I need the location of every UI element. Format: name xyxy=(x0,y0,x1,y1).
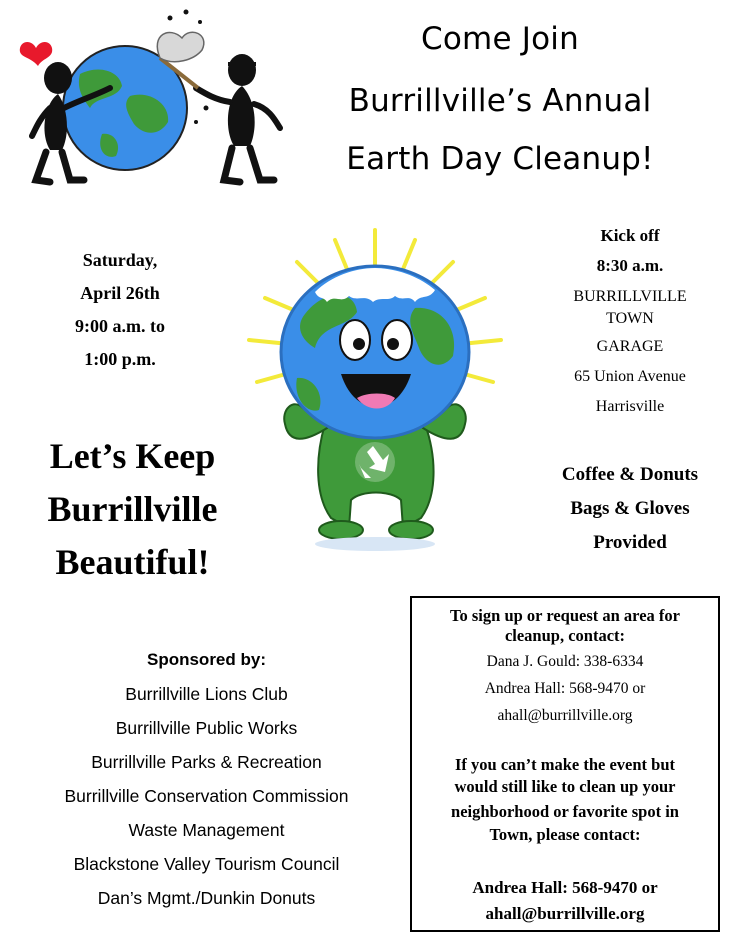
title-line-1: Come Join xyxy=(421,21,579,57)
sponsor-item: Burrillville Parks & Recreation xyxy=(91,752,322,772)
kickoff-block xyxy=(525,222,735,422)
signup-line-2: cleanup, contact: xyxy=(504,626,626,645)
title-block xyxy=(300,18,700,188)
contact-andrea-final: Andrea Hall: 568-9470 or xyxy=(472,878,658,897)
kickoff-place-line-3: GARAGE xyxy=(596,338,664,355)
cant-line-2: would still like to clean up your xyxy=(454,777,676,796)
contact-dana: Dana J. Gould: 338-6334 xyxy=(486,653,644,670)
kickoff-label: Kick off xyxy=(600,226,660,245)
earth-cleaning-clipart xyxy=(10,4,310,194)
contact-andrea: Andrea Hall: 568-9470 or xyxy=(484,680,646,697)
recycle-icon xyxy=(355,442,395,482)
kickoff-town: Harrisville xyxy=(595,398,665,415)
sponsor-item: Burrillville Lions Club xyxy=(125,684,288,704)
event-time-end: 1:00 p.m. xyxy=(84,349,156,369)
earth-mascot-clipart xyxy=(245,228,505,558)
kickoff-place-line-1: BURRILLVILLE xyxy=(573,288,687,305)
sponsor-item: Dan’s Mgmt./Dunkin Donuts xyxy=(97,888,316,908)
sponsors-heading: Sponsored by: xyxy=(146,650,266,669)
contact-box xyxy=(410,596,720,932)
slogan-line-1: Let’s Keep xyxy=(49,436,216,476)
contact-email-final: ahall@burrillville.org xyxy=(485,904,645,923)
signup-line-1: To sign up or request an area for xyxy=(450,606,680,625)
sponsor-item: Blackstone Valley Tourism Council xyxy=(73,854,340,874)
kickoff-time: 8:30 a.m. xyxy=(596,256,664,275)
sponsor-item: Burrillville Public Works xyxy=(115,718,298,738)
sponsor-item: Waste Management xyxy=(128,820,285,840)
kickoff-place-line-2: TOWN xyxy=(606,310,654,327)
provided-line-1: Coffee & Donuts xyxy=(561,464,699,485)
heart-icon xyxy=(20,42,52,66)
slogan-line-2: Burrillville xyxy=(47,489,218,529)
cant-line-1: If you can’t make the event but xyxy=(455,755,675,774)
slogan-block xyxy=(20,430,245,589)
cant-line-3: neighborhood or favorite spot in xyxy=(451,802,679,821)
provided-block xyxy=(525,458,735,560)
contact-email: ahall@burrillville.org xyxy=(497,707,633,724)
event-date-block xyxy=(20,244,220,376)
slogan-line-3: Beautiful! xyxy=(55,542,210,582)
kickoff-address: 65 Union Avenue xyxy=(574,368,686,385)
event-time-start: 9:00 a.m. to xyxy=(75,316,165,336)
sponsor-item: Burrillville Conservation Commission xyxy=(64,786,349,806)
sponsors-block xyxy=(20,643,393,915)
title-line-3: Earth Day Cleanup! xyxy=(346,141,654,177)
cant-line-4: Town, please contact: xyxy=(489,825,641,844)
title-line-2: Burrillville’s Annual xyxy=(348,83,652,119)
event-date: April 26th xyxy=(80,283,160,303)
provided-line-2: Bags & Gloves xyxy=(570,498,690,519)
event-day: Saturday, xyxy=(82,250,158,270)
provided-line-3: Provided xyxy=(593,532,667,553)
feather-duster-icon xyxy=(157,32,204,61)
